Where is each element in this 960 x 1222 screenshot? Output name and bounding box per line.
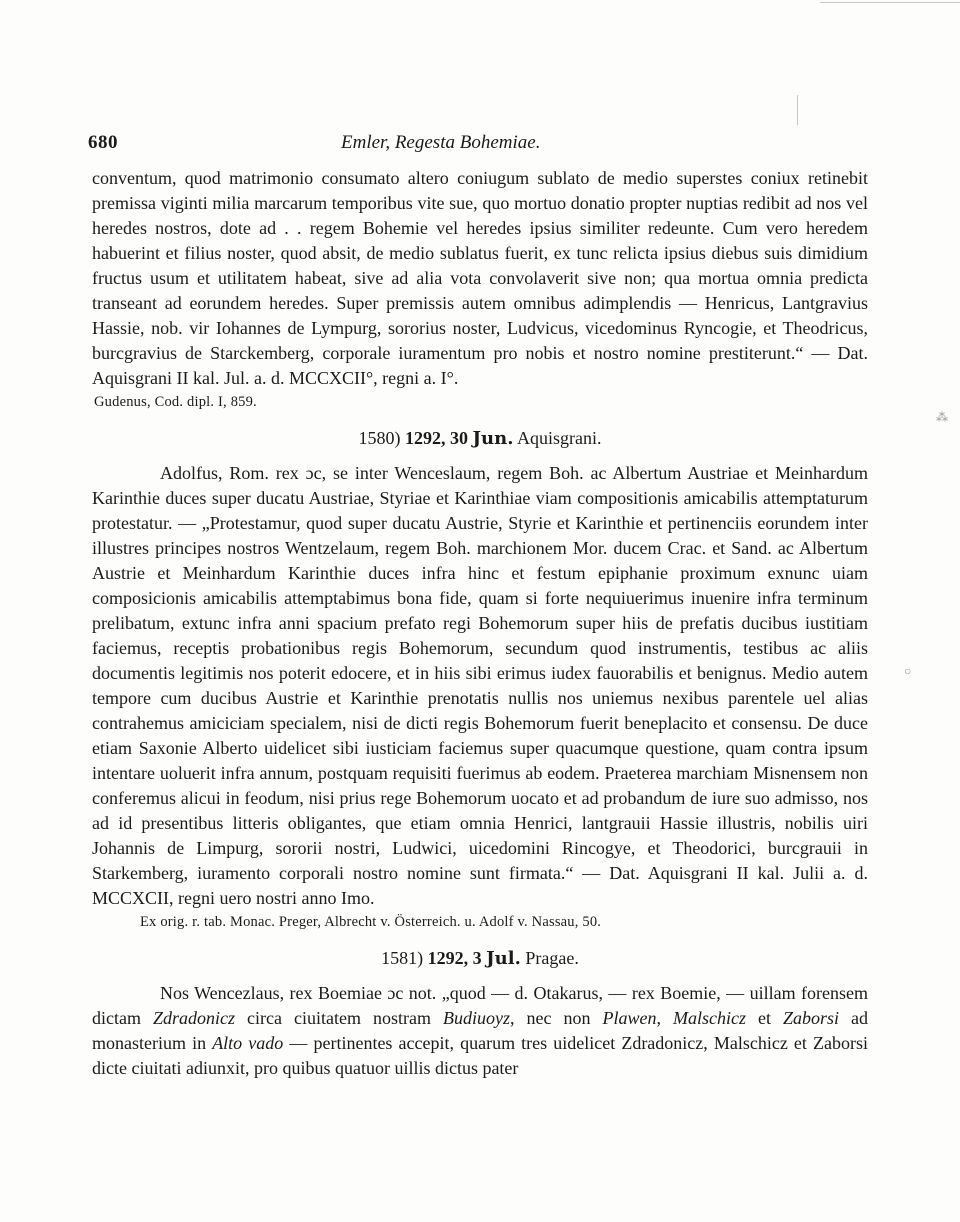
text-run: Nos Wencezlaus, rex Boemiae ɔc not. „quod — d. Otakarus, — rex Boemie, — uillam forensem dictam bbox=[92, 983, 868, 1028]
place-name-italic: Zaborsi bbox=[782, 1008, 840, 1028]
place-name-italic: Zdradonicz bbox=[153, 1008, 236, 1028]
text-run: circa ciuitatem nostram bbox=[235, 1008, 443, 1028]
text-run: , bbox=[656, 1008, 673, 1028]
source-citation: Gudenus, Cod. dipl. I, 859. bbox=[94, 394, 257, 410]
entry-place: Aquisgrani. bbox=[516, 428, 602, 448]
entry-date: 1292, 3 bbox=[427, 948, 482, 968]
scan-edge-mark bbox=[820, 2, 960, 3]
text-run: , nec non bbox=[509, 1008, 603, 1028]
entry-heading-1581 bbox=[92, 946, 868, 971]
running-title: Emler, Regesta Bohemiae. bbox=[341, 132, 541, 153]
page-body bbox=[92, 166, 868, 1081]
text-run: et bbox=[745, 1008, 783, 1028]
entry-text-1580: Adolfus, Rom. rex ɔc, se inter Wenceslaum, regem Boh. ac Albertum Austriae et Meinhardum Karinthie duces super ducatu Austriae, Styriae et Karinthiae viam compositionis amicabilis attemptaturum protestatur. — „Protestamur, quod super ducatu Austrie, Styrie et Karinthie et pertinenciis eorundem inter illustres principes nostros Wentzelaum, regem Boh. marchionem Mor. ducem Crac. et Sand. ac Albertum Austrie et Meinhardum Karinthie duces infra hinc et festum epiphanie proximum exnunc uiam composicionis amicabilis attemptabimus bona fide, quam si forte nequiuerimus inuenire infra terminum prelibatum, extunc infra anni spacium prefato regi Bohemorum super hiis de prefatis ducibus iustitiam faciemus, receptis probationibus regis Bohemorum, secundum quod instrumentis, testibus ac aliis documentis legitimis nos poterit edocere, et in hiis sibi erimus iudex fauorabilis et benignus. Medio autem tempore cum ducibus Austrie et Karinthie prenotatis nullis nos uniemus nexibus parentele uel alias contrahemus amiciciam specialem, nisi de dicti regis Bohemorum fuerit beneplacito et consensu. De duce etiam Saxonie Alberto uidelicet sibi iusticiam faciemus super quacumque questione, quam contra ipsum intentare uoluerit infra annum, postquam requisiti fuerimus ab eodem. Praeterea marchiam Misnensem non conferemus alicui in feodum, nisi prius rege Bohemorum uocato et ad probandum de iure suo admisso, nos ad id presentibus litteris obligantes, que etiam omnia Henrici, lantgrauii Hassie illustris, nobilis uiri Johannis de Limpurg, sororii nostri, Ludwici, uicedomini Rincogye, et Theodorici, burcgrauii in Starkemberg, iuramento corporali nostro nomine sunt firmata.“ — Dat. Aquisgrani II kal. Julii a. d. MCCXCII, regni uero nostri anno Imo. bbox=[92, 463, 868, 908]
continued-paragraph: conventum, quod matrimonio consumato altero coniugum sublato de medio superstes coniux retinebit premissa viginti milia marcarum temporibus vite sue, quo mortuo donatio propter nuptias redibit ad nos vel heredes nostros, dote ad . . regem Bohemie vel heredes ipsius similiter redeunte. Cum vero heredem habuerint et filius noster, quod absit, de medio sublatus fuerit, ex tunc relicta ipsius diebus suis dimidium fructus usum et utilitatem habeat, sive ad alia vota convolaverit sive non; qua mortua omnia predicta transeant ad eorundem heredes. Super premissis autem omnibus adimplendis — Henricus, Lantgravius Hassie, nob. vir Iohannes de Lympurg, sororius noster, Ludvicus, vicedominus Ryncogie, et Theodricus, burcgravius de Starckemberg, corporale iuramentum pro nobis et nostro nomine prestiterunt.“ — Dat. Aquisgrani II kal. Jul. a. d. MCCXCII°, regni a. I°. bbox=[92, 168, 868, 388]
entry-heading-1580 bbox=[92, 426, 868, 451]
entry-text-1581 bbox=[92, 981, 868, 1081]
entry-date: 1292, 30 bbox=[405, 428, 468, 448]
text-run: — pertinentes accepit, quarum tres uidelicet Zdradonicz, Malschicz et Zaborsi dicte ciuitati adiunxit, pro quibus quatuor uillis dictus pater bbox=[92, 1033, 869, 1078]
place-name-italic: Budiuoyz bbox=[442, 1008, 510, 1028]
place-name-italic: Plawen bbox=[602, 1008, 657, 1028]
text-run: ad monasterium in bbox=[92, 1008, 869, 1053]
page-header bbox=[88, 132, 860, 160]
page-number: 680 bbox=[88, 132, 118, 153]
entry-place: Pragae. bbox=[525, 948, 579, 968]
entry-number: 1580) bbox=[358, 428, 401, 448]
margin-speck: ○ bbox=[904, 664, 912, 678]
place-name-italic: Alto vado bbox=[212, 1033, 284, 1053]
place-name-italic: Malschicz bbox=[672, 1008, 746, 1028]
scan-edge-mark bbox=[797, 95, 798, 125]
entry-source-1580: Ex orig. r. tab. Monac. Preger, Albrecht v. Österreich. u. Adolf v. Nassau, 50. bbox=[140, 914, 602, 930]
margin-speck: ⁂ bbox=[936, 410, 948, 424]
entry-number: 1581) bbox=[381, 948, 424, 968]
entry-month: Jun. bbox=[472, 428, 514, 449]
entry-month: Jul. bbox=[486, 948, 521, 969]
